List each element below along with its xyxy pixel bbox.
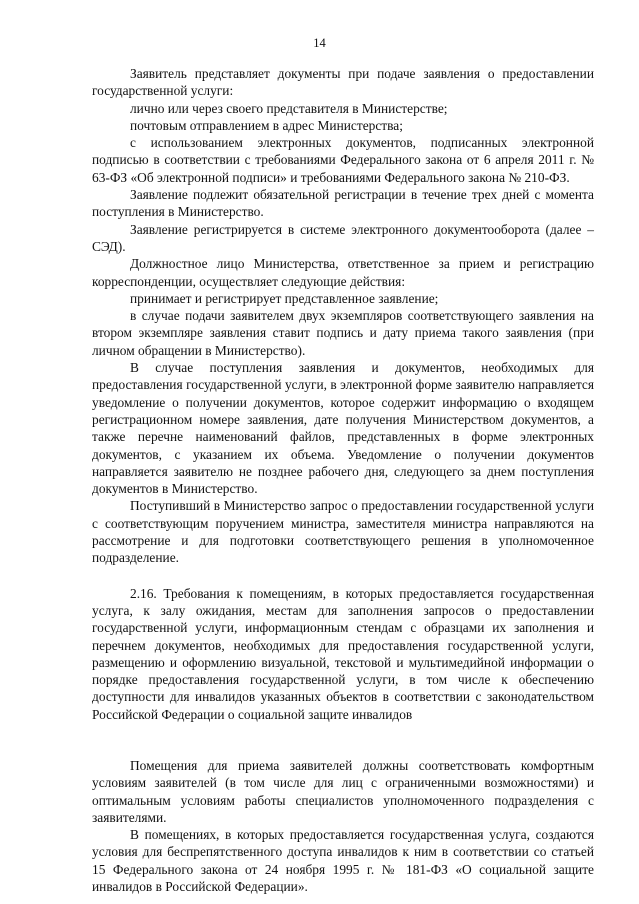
paragraph-by-mail: почтовым отправлением в адрес Министерства; xyxy=(130,117,403,133)
document-body xyxy=(92,65,594,895)
paragraph-electronic-notice: В случае поступления заявления и документов, необходимых для предоставления государственной услуги, в электронной форме заявителю направляется уведомление о получении документов, которое содержит информацию о входящем регистрационном номере заявления, дате получения Министерством документов, а также перечне наименований файлов, представленных в форме электронных документов, с указанием их объема. Уведомление о получении документов направляется заявителю не позднее рабочего дня, следующего за днем поступления документов в Министерство. xyxy=(92,360,594,497)
paragraph-in-person: лично или через своего представителя в Министерстве; xyxy=(130,100,448,116)
spacer xyxy=(92,567,594,585)
paragraph-disabled-access: В помещениях, в которых предоставляется государственная услуга, создаются условия для беспрепятственного доступа инвалидов к ним в соответствии со статьей 15 Федерального закона от 24 ноября 1995 г. № 181-ФЗ «О социальной защите инвалидов в Российской Федерации». xyxy=(92,827,594,895)
paragraph-premises-comfort: Помещения для приема заявителей должны соответствовать комфортным условиям заявителей (в том числе для лиц с ограниченными возможностями) и оптимальным условиям работы специалистов уполномоченного подразделения с заявителями. xyxy=(92,757,594,825)
section-heading-2-16: 2.16. Требования к помещениям, в которых предоставляется государственная услуга, к залу ожидания, местам для заполнения запросов о предоставлении государственной услуги, информационным стендам с образцами их заполнения и перечнем документов, необходимых для предоставления государственной услуги, размещению и оформлению визуальной, текстовой и мультимедийной информации о порядке предоставления государственной услуги, в том числе к обеспечению доступности для инвалидов указанных объектов в соответствии с законодательством Российской Федерации о социальной защите инвалидов xyxy=(92,585,594,722)
paragraph-official-actions: Должностное лицо Министерства, ответственное за прием и регистрацию корреспонденции, осуществляет следующие действия: xyxy=(92,256,594,289)
paragraph-submission-ways: Заявитель представляет документы при подаче заявления о предоставлении государственной услуги: xyxy=(92,66,594,99)
paragraph-electronic-docs: с использованием электронных документов, подписанных электронной подписью в соответствии с требованиями Федерального закона от 6 апреля 2011 г. № 63-ФЗ «Об электронной подписи» и требованиями Федерального закона № 210-ФЗ. xyxy=(92,135,594,185)
spacer xyxy=(92,723,594,757)
page-number: 14 xyxy=(313,36,326,50)
paragraph-accepts-registers: принимает и регистрирует представленное заявление; xyxy=(130,290,439,306)
paragraph-sed: Заявление регистрируется в системе электронного документооборота (далее – СЭД). xyxy=(92,221,594,254)
paragraph-request-routing: Поступивший в Министерство запрос о предоставлении государственной услуги с соответствующим поручением министра, заместителя министра направляются на рассмотрение и для подготовки соответствующего решения в уполномоченное подразделение. xyxy=(92,498,594,566)
paragraph-registration-term: Заявление подлежит обязательной регистрации в течение трех дней с момента поступления в Министерство. xyxy=(92,187,594,220)
paragraph-two-copies: в случае подачи заявителем двух экземпляров соответствующего заявления на втором экземпляре заявления ставит подпись и дату приема такого заявления (при личном обращении в Министерство). xyxy=(92,308,594,358)
